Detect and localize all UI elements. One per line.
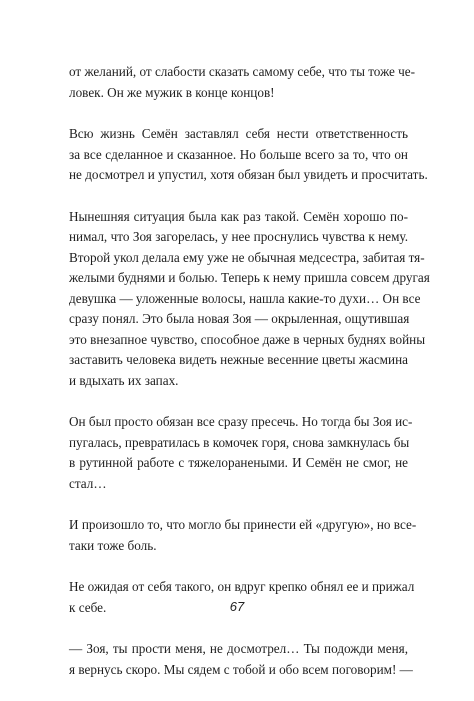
text-line: девушка — уложенные волосы, нашла какие-то духи… Он все [69, 290, 421, 306]
text-line: заставить человека видеть нежные весенние цветы жасмина [69, 352, 408, 367]
text-line: от желаний, от слабости сказать самому себе, что ты тоже че- [69, 64, 416, 79]
paragraph [69, 207, 430, 392]
paragraph [69, 515, 417, 556]
text-line: Второй укол делала ему уже не обычная медсестра, забитая тя- [69, 249, 425, 265]
text-line: к себе. [69, 599, 107, 615]
text-line: ловек. Он же мужик в конце концов! [69, 84, 275, 100]
text-line: — Зоя, ты прости меня, не досмотрел… Ты подожди меня, [69, 641, 408, 656]
text-line: желыми буднями и болью. Теперь к нему пришла совсем другая [69, 270, 430, 285]
text-line: это внезапное чувство, способное даже в черных буднях войны [69, 331, 426, 347]
text-line: таки тоже боль. [69, 537, 157, 553]
text-line: стал… [69, 475, 107, 491]
paragraph [69, 412, 413, 494]
text-line: сразу понял. Это была новая Зоя — окрыленная, ощутившая [69, 311, 410, 326]
text-line: и вдыхать их запах. [69, 372, 179, 388]
text-line: нимал, что Зоя загорелась, у нее проснулись чувства к нему. [69, 229, 408, 244]
text-line: не досмотрел и упустил, хотя обязан был увидеть и просчитать. [69, 167, 428, 182]
text-line: за все сделанное и сказанное. Но больше всего за то, что он [69, 146, 408, 162]
paragraph [69, 639, 413, 680]
text-line: Он был просто обязан все сразу пресечь. Но тогда бы Зоя ис- [69, 414, 413, 429]
text-line: Всю жизнь Семён заставлял себя нести ответственность [69, 126, 408, 141]
text-line: Не ожидая от себя такого, он вдруг крепко обнял ее и прижал [69, 579, 415, 594]
text-line: в рутинной работе с тяжелоранеными. И Семён не смог, не [69, 455, 408, 470]
text-line: я вернусь скоро. Мы сядем с тобой и обо всем поговорим! — [69, 661, 413, 677]
paragraph [69, 124, 428, 186]
text-line: И произошло то, что могло бы принести ей «другую», но все- [69, 517, 417, 532]
text-line: пугалась, превратилась в комочек горя, снова замкнулась бы [69, 434, 410, 450]
page-number: 67 [229, 599, 245, 614]
paragraph [69, 62, 416, 103]
text-line: Нынешняя ситуация была как раз такой. Семён хорошо по- [69, 208, 408, 224]
